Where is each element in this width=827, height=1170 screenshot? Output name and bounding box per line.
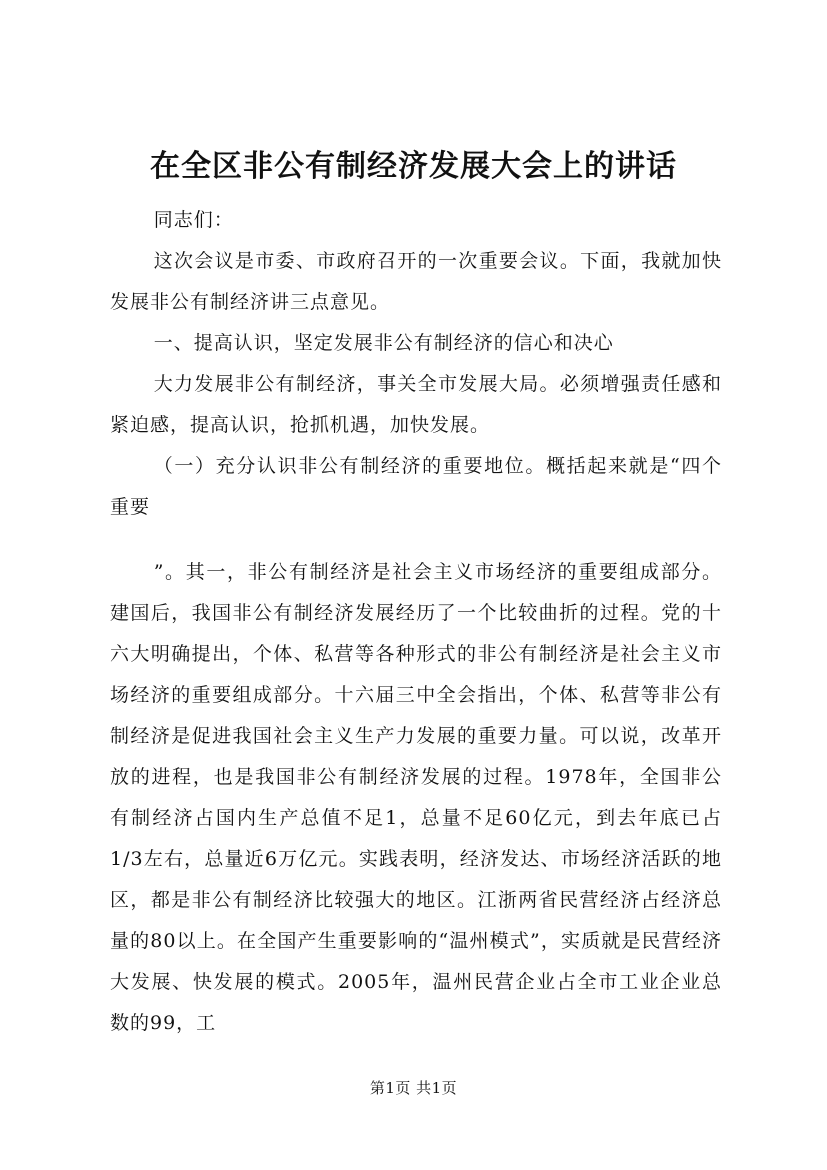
intro-paragraph: 这次会议是市委、市政府召开的一次重要会议。下面，我就加快发展非公有制经济讲三点意见。 [110, 250, 722, 313]
page-footer: 第1页 共1页 [369, 1079, 458, 1097]
subsection-heading-1: （一）充分认识非公有制经济的重要地位。概括起来就是“四个重要 [110, 455, 722, 518]
section-summary-paragraph: 大力发展非公有制经济，事关全市发展大局。必须增强责任感和紧迫感，提高认识，抢抓机遇，加快发展。 [110, 373, 722, 436]
document-body [110, 200, 722, 1044]
document-title: 在全区非公有制经济发展大会上的讲话 [150, 149, 677, 184]
salutation-paragraph: 同志们： [153, 209, 234, 231]
section-heading-1: 一、提高认识，坚定发展非公有制经济的信心和决心 [153, 332, 614, 354]
subsection-body-paragraph: ”。其一，非公有制经济是社会主义市场经济的重要组成部分。建国后，我国非公有制经济发展经历了一个比较曲折的过程。党的十六大明确提出，个体、私营等各种形式的非公有制经济是社会主义市场经济的重要组成部分。十六届三中全会指出，个体、私营等非公有制经济是促进我国社会主义生产力发展的重要力量。可以说，改革开放的进程，也是我国非公有制经济发展的过程。1978年，全国非公有制经济占国内生产总值不足1，总量不足60亿元，到去年底已占1/3左右，总量近6万亿元。实践表明，经济发达、市场经济活跃的地区，都是非公有制经济比较强大的地区。江浙两省民营经济占经济总量的80以上。在全国产生重要影响的“温州模式”，实质就是民营经济大发展、快发展的模式。2005年，温州民营企业占全市工业企业总数的99，工 [110, 561, 722, 1034]
